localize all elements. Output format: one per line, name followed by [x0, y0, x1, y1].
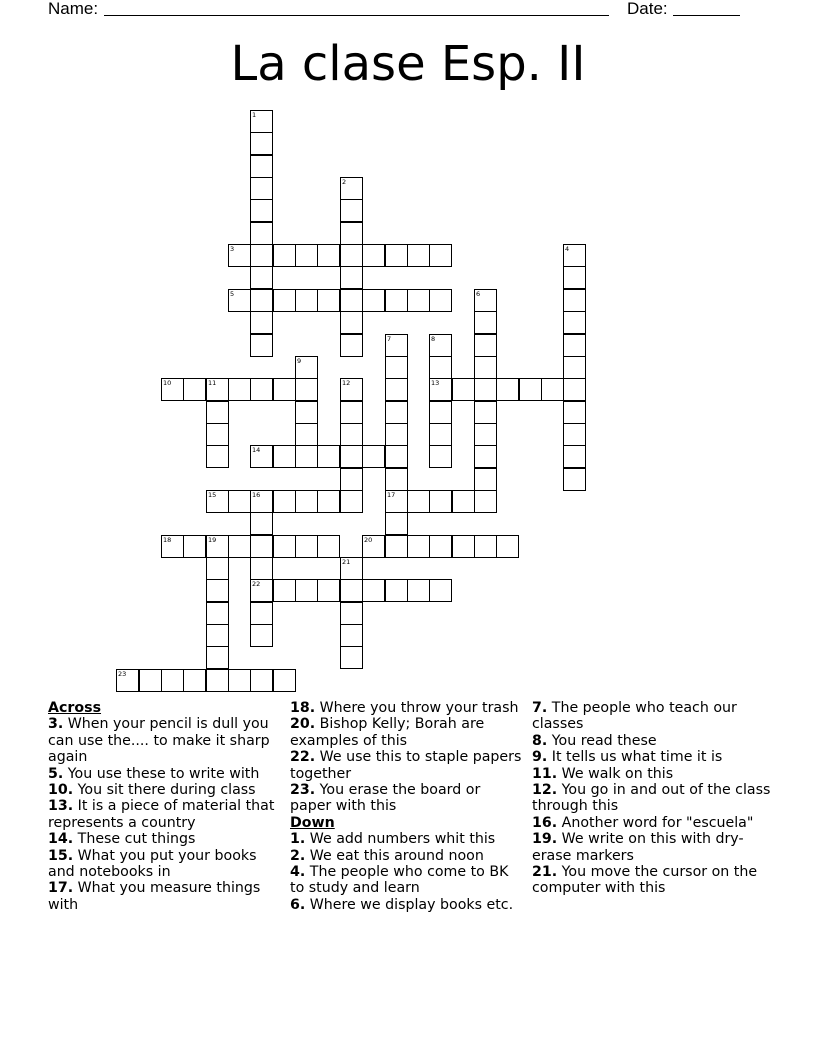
clue-number: 7	[387, 335, 392, 343]
crossword-cell[interactable]	[139, 669, 162, 692]
crossword-cell[interactable]	[183, 378, 206, 401]
clue-across-22: 22. We use this to staple papers together	[290, 749, 522, 782]
crossword-cell[interactable]	[295, 289, 318, 312]
crossword-cell[interactable]	[161, 378, 184, 401]
clue-across-3: 3. When your pencil is dull you can use the.... to make it sharp again	[48, 716, 270, 766]
crossword-cell[interactable]	[250, 155, 273, 178]
clue-number: 8	[431, 335, 436, 343]
crossword-cell[interactable]	[295, 401, 318, 424]
crossword-cell[interactable]	[206, 378, 229, 401]
crossword-cell[interactable]	[496, 378, 519, 401]
crossword-cell[interactable]	[206, 602, 229, 625]
crossword-cell[interactable]	[317, 535, 340, 558]
crossword-cell[interactable]	[452, 378, 475, 401]
crossword-cell[interactable]	[474, 378, 497, 401]
crossword-cell[interactable]	[385, 401, 408, 424]
clue-across-15: 15. What you put your books and notebooks in	[48, 847, 257, 881]
clue-across-5: 5. You use these to write with	[48, 765, 260, 782]
clue-across-17: 17. What you measure things with	[48, 880, 261, 913]
clue-down-4: 4. The people who come to BK to study and learn	[290, 864, 509, 897]
crossword-cell[interactable]	[452, 535, 475, 558]
crossword-cell[interactable]	[161, 669, 184, 692]
crossword-cell[interactable]	[317, 490, 340, 513]
crossword-cell[interactable]	[183, 535, 206, 558]
crossword-cell[interactable]	[340, 602, 363, 625]
crossword-cell[interactable]	[362, 289, 385, 312]
crossword-cell[interactable]	[295, 356, 318, 379]
crossword-cell[interactable]	[317, 579, 340, 602]
crossword-cell[interactable]	[228, 244, 251, 267]
clue-across-10: 10. You sit there during class	[48, 782, 256, 799]
crossword-cell[interactable]	[474, 535, 497, 558]
crossword-cell[interactable]	[340, 378, 363, 401]
crossword-cell[interactable]	[250, 334, 273, 357]
crossword-cell[interactable]	[385, 334, 408, 357]
crossword-cell[interactable]	[340, 646, 363, 669]
crossword-cell[interactable]	[429, 490, 452, 513]
crossword-cell[interactable]	[340, 445, 363, 468]
crossword-cell[interactable]	[250, 579, 273, 602]
crossword-cell[interactable]	[429, 378, 452, 401]
clue-down-6: 6. Where we display books etc.	[290, 896, 514, 913]
crossword-cell[interactable]	[385, 356, 408, 379]
clue-across-13: 13. It is a piece of material that represents a country	[48, 798, 275, 831]
clue-number: 23	[118, 670, 127, 678]
clue-across-18: 18. Where you throw your trash	[290, 700, 519, 716]
crossword-cell[interactable]	[474, 311, 497, 334]
clue-number: 13	[431, 379, 440, 387]
clue-down-7: 7. The people who teach our classes	[532, 700, 737, 733]
crossword-cell[interactable]	[273, 445, 296, 468]
crossword-cell[interactable]	[273, 378, 296, 401]
crossword-cell[interactable]	[206, 423, 229, 446]
crossword-cell[interactable]	[250, 535, 273, 558]
crossword-cell[interactable]	[206, 669, 229, 692]
crossword-cell[interactable]	[250, 199, 273, 222]
crossword-cell[interactable]	[385, 535, 408, 558]
crossword-cell[interactable]	[407, 535, 430, 558]
crossword-cell[interactable]	[474, 289, 497, 312]
crossword-cell[interactable]	[340, 490, 363, 513]
crossword-cell[interactable]	[206, 401, 229, 424]
crossword-cell[interactable]	[340, 423, 363, 446]
crossword-cell[interactable]	[273, 490, 296, 513]
crossword-cell[interactable]	[295, 423, 318, 446]
crossword-cell[interactable]	[474, 490, 497, 513]
crossword-cell[interactable]	[541, 378, 564, 401]
clue-number: 21	[342, 558, 351, 566]
crossword-cell[interactable]	[273, 579, 296, 602]
crossword-cell[interactable]	[474, 356, 497, 379]
crossword-cell[interactable]	[385, 468, 408, 491]
crossword-cell[interactable]	[340, 177, 363, 200]
crossword-cell[interactable]	[474, 468, 497, 491]
crossword-cell[interactable]	[250, 289, 273, 312]
crossword-cell[interactable]	[496, 535, 519, 558]
clue-number: 1	[252, 111, 257, 119]
crossword-cell[interactable]	[250, 557, 273, 580]
clue-number: 9	[297, 357, 302, 365]
crossword-cell[interactable]	[250, 222, 273, 245]
crossword-cell[interactable]	[340, 222, 363, 245]
crossword-cell[interactable]	[273, 535, 296, 558]
crossword-cell[interactable]	[563, 401, 586, 424]
clue-down-11: 11. We walk on this	[532, 765, 674, 782]
crossword-cell[interactable]	[474, 445, 497, 468]
crossword-cell[interactable]	[340, 557, 363, 580]
crossword-cell[interactable]	[429, 579, 452, 602]
crossword-cell[interactable]	[474, 401, 497, 424]
crossword-cell[interactable]	[429, 445, 452, 468]
date-label: Date:	[627, 0, 668, 18]
crossword-cell[interactable]	[407, 244, 430, 267]
crossword-cell[interactable]	[340, 579, 363, 602]
crossword-cell[interactable]	[385, 244, 408, 267]
clue-across-14: 14. These cut things	[48, 831, 196, 848]
clue-across-20: 20. Bishop Kelly; Borah are examples of this	[290, 716, 485, 749]
crossword-cell[interactable]	[250, 177, 273, 200]
clue-number: 2	[342, 178, 347, 186]
crossword-cell[interactable]	[362, 579, 385, 602]
crossword-cell[interactable]	[228, 289, 251, 312]
crossword-cell[interactable]	[250, 602, 273, 625]
crossword-cell[interactable]	[385, 423, 408, 446]
clue-down-19: 19. We write on this with dry-erase markers	[532, 831, 744, 864]
name-label: Name:	[48, 0, 99, 18]
crossword-cell[interactable]	[563, 468, 586, 491]
crossword-cell[interactable]	[183, 669, 206, 692]
crossword-cell[interactable]	[474, 334, 497, 357]
crossword-cell[interactable]	[519, 378, 542, 401]
crossword-cell[interactable]	[563, 356, 586, 379]
crossword-cell[interactable]	[295, 378, 318, 401]
clue-number: 18	[163, 536, 172, 544]
crossword-cell[interactable]	[407, 289, 430, 312]
crossword-cell[interactable]	[317, 445, 340, 468]
clue-column-2	[290, 700, 522, 913]
clue-number: 19	[208, 536, 217, 544]
clue-across-23: 23. You erase the board or paper with this	[290, 782, 481, 815]
clue-number: 10	[163, 379, 172, 387]
crossword-cell[interactable]	[563, 445, 586, 468]
crossword-cell[interactable]	[563, 266, 586, 289]
crossword-cell[interactable]	[563, 334, 586, 357]
clue-down-16: 16. Another word for "escuela"	[532, 814, 754, 831]
clue-number: 3	[230, 245, 235, 253]
crossword-cell[interactable]	[228, 378, 251, 401]
crossword-cell[interactable]	[429, 356, 452, 379]
crossword-cell[interactable]	[385, 445, 408, 468]
crossword-cell[interactable]	[250, 669, 273, 692]
crossword-cell[interactable]	[340, 266, 363, 289]
clue-down-8: 8. You read these	[532, 732, 657, 749]
clue-number: 22	[252, 580, 261, 588]
crossword-cell[interactable]	[206, 646, 229, 669]
crossword-cell[interactable]	[563, 423, 586, 446]
clue-number: 4	[565, 245, 570, 253]
clue-number: 15	[208, 491, 217, 499]
clue-number: 14	[252, 446, 261, 454]
crossword-cell[interactable]	[228, 669, 251, 692]
crossword-cell[interactable]	[340, 468, 363, 491]
crossword-cell[interactable]	[273, 289, 296, 312]
clue-down-2: 2. We eat this around noon	[290, 847, 484, 864]
crossword-cell[interactable]	[385, 512, 408, 535]
clue-down-1: 1. We add numbers whit this	[290, 831, 496, 848]
crossword-cell[interactable]	[407, 579, 430, 602]
crossword-cell[interactable]	[452, 490, 475, 513]
crossword-cell[interactable]	[206, 535, 229, 558]
crossword-cell[interactable]	[250, 378, 273, 401]
crossword-cell[interactable]	[250, 512, 273, 535]
crossword-cell[interactable]	[250, 132, 273, 155]
clue-number: 17	[387, 491, 396, 499]
crossword-cell[interactable]	[250, 244, 273, 267]
crossword-cell[interactable]	[429, 244, 452, 267]
clue-column-3	[532, 700, 772, 897]
crossword-cell[interactable]	[206, 624, 229, 647]
down-heading: Down	[290, 814, 335, 831]
crossword-cell[interactable]	[228, 490, 251, 513]
crossword-cell[interactable]	[116, 669, 139, 692]
crossword-cell[interactable]	[563, 311, 586, 334]
clue-column-1	[48, 700, 280, 913]
clue-down-9: 9. It tells us what time it is	[532, 749, 723, 766]
crossword-cell[interactable]	[385, 378, 408, 401]
crossword-cell[interactable]	[429, 334, 452, 357]
crossword-cell[interactable]	[250, 266, 273, 289]
crossword-cell[interactable]	[563, 289, 586, 312]
crossword-cell[interactable]	[362, 535, 385, 558]
crossword-cell[interactable]	[161, 535, 184, 558]
page-title: La clase Esp. II	[230, 36, 586, 92]
crossword-cell[interactable]	[295, 579, 318, 602]
crossword-cell[interactable]	[273, 244, 296, 267]
crossword-cell[interactable]	[250, 311, 273, 334]
crossword-cell[interactable]	[317, 289, 340, 312]
crossword-cell[interactable]	[206, 557, 229, 580]
crossword-cell[interactable]	[340, 334, 363, 357]
clue-down-21: 21. You move the cursor on the computer with this	[532, 864, 758, 897]
clue-number: 6	[476, 290, 481, 298]
crossword-cell[interactable]	[340, 401, 363, 424]
crossword-cell[interactable]	[340, 624, 363, 647]
crossword-cell[interactable]	[250, 490, 273, 513]
crossword-cell[interactable]	[385, 289, 408, 312]
crossword-cell[interactable]	[385, 490, 408, 513]
crossword-cell[interactable]	[563, 244, 586, 267]
crossword-cell[interactable]	[317, 244, 340, 267]
clue-down-12: 12. You go in and out of the class through this	[532, 782, 771, 815]
clue-number: 11	[208, 379, 217, 387]
crossword-cell[interactable]	[295, 490, 318, 513]
crossword-cell[interactable]	[340, 199, 363, 222]
crossword-cell[interactable]	[250, 624, 273, 647]
crossword-cell[interactable]	[250, 110, 273, 133]
clue-number: 5	[230, 290, 235, 298]
crossword-cell[interactable]	[362, 244, 385, 267]
crossword-cell[interactable]	[407, 490, 430, 513]
crossword-cell[interactable]	[429, 423, 452, 446]
crossword-cell[interactable]	[295, 445, 318, 468]
crossword-cell[interactable]	[340, 289, 363, 312]
crossword-cell[interactable]	[362, 445, 385, 468]
crossword-cell[interactable]	[206, 579, 229, 602]
clue-number: 16	[252, 491, 261, 499]
crossword-cell[interactable]	[385, 579, 408, 602]
clue-number: 12	[342, 379, 351, 387]
crossword-cell[interactable]	[563, 378, 586, 401]
crossword-cell[interactable]	[206, 490, 229, 513]
across-heading: Across	[48, 700, 102, 716]
crossword-cell[interactable]	[228, 535, 251, 558]
crossword-cell[interactable]	[429, 289, 452, 312]
crossword-cell[interactable]	[429, 535, 452, 558]
crossword-cell[interactable]	[340, 311, 363, 334]
crossword-cell[interactable]	[429, 401, 452, 424]
crossword-cell[interactable]	[295, 244, 318, 267]
crossword-cell[interactable]	[273, 669, 296, 692]
crossword-cell[interactable]	[250, 445, 273, 468]
crossword-cell[interactable]	[474, 423, 497, 446]
crossword-cell[interactable]	[295, 535, 318, 558]
crossword-cell[interactable]	[340, 244, 363, 267]
clue-number: 20	[364, 536, 373, 544]
crossword-cell[interactable]	[206, 445, 229, 468]
